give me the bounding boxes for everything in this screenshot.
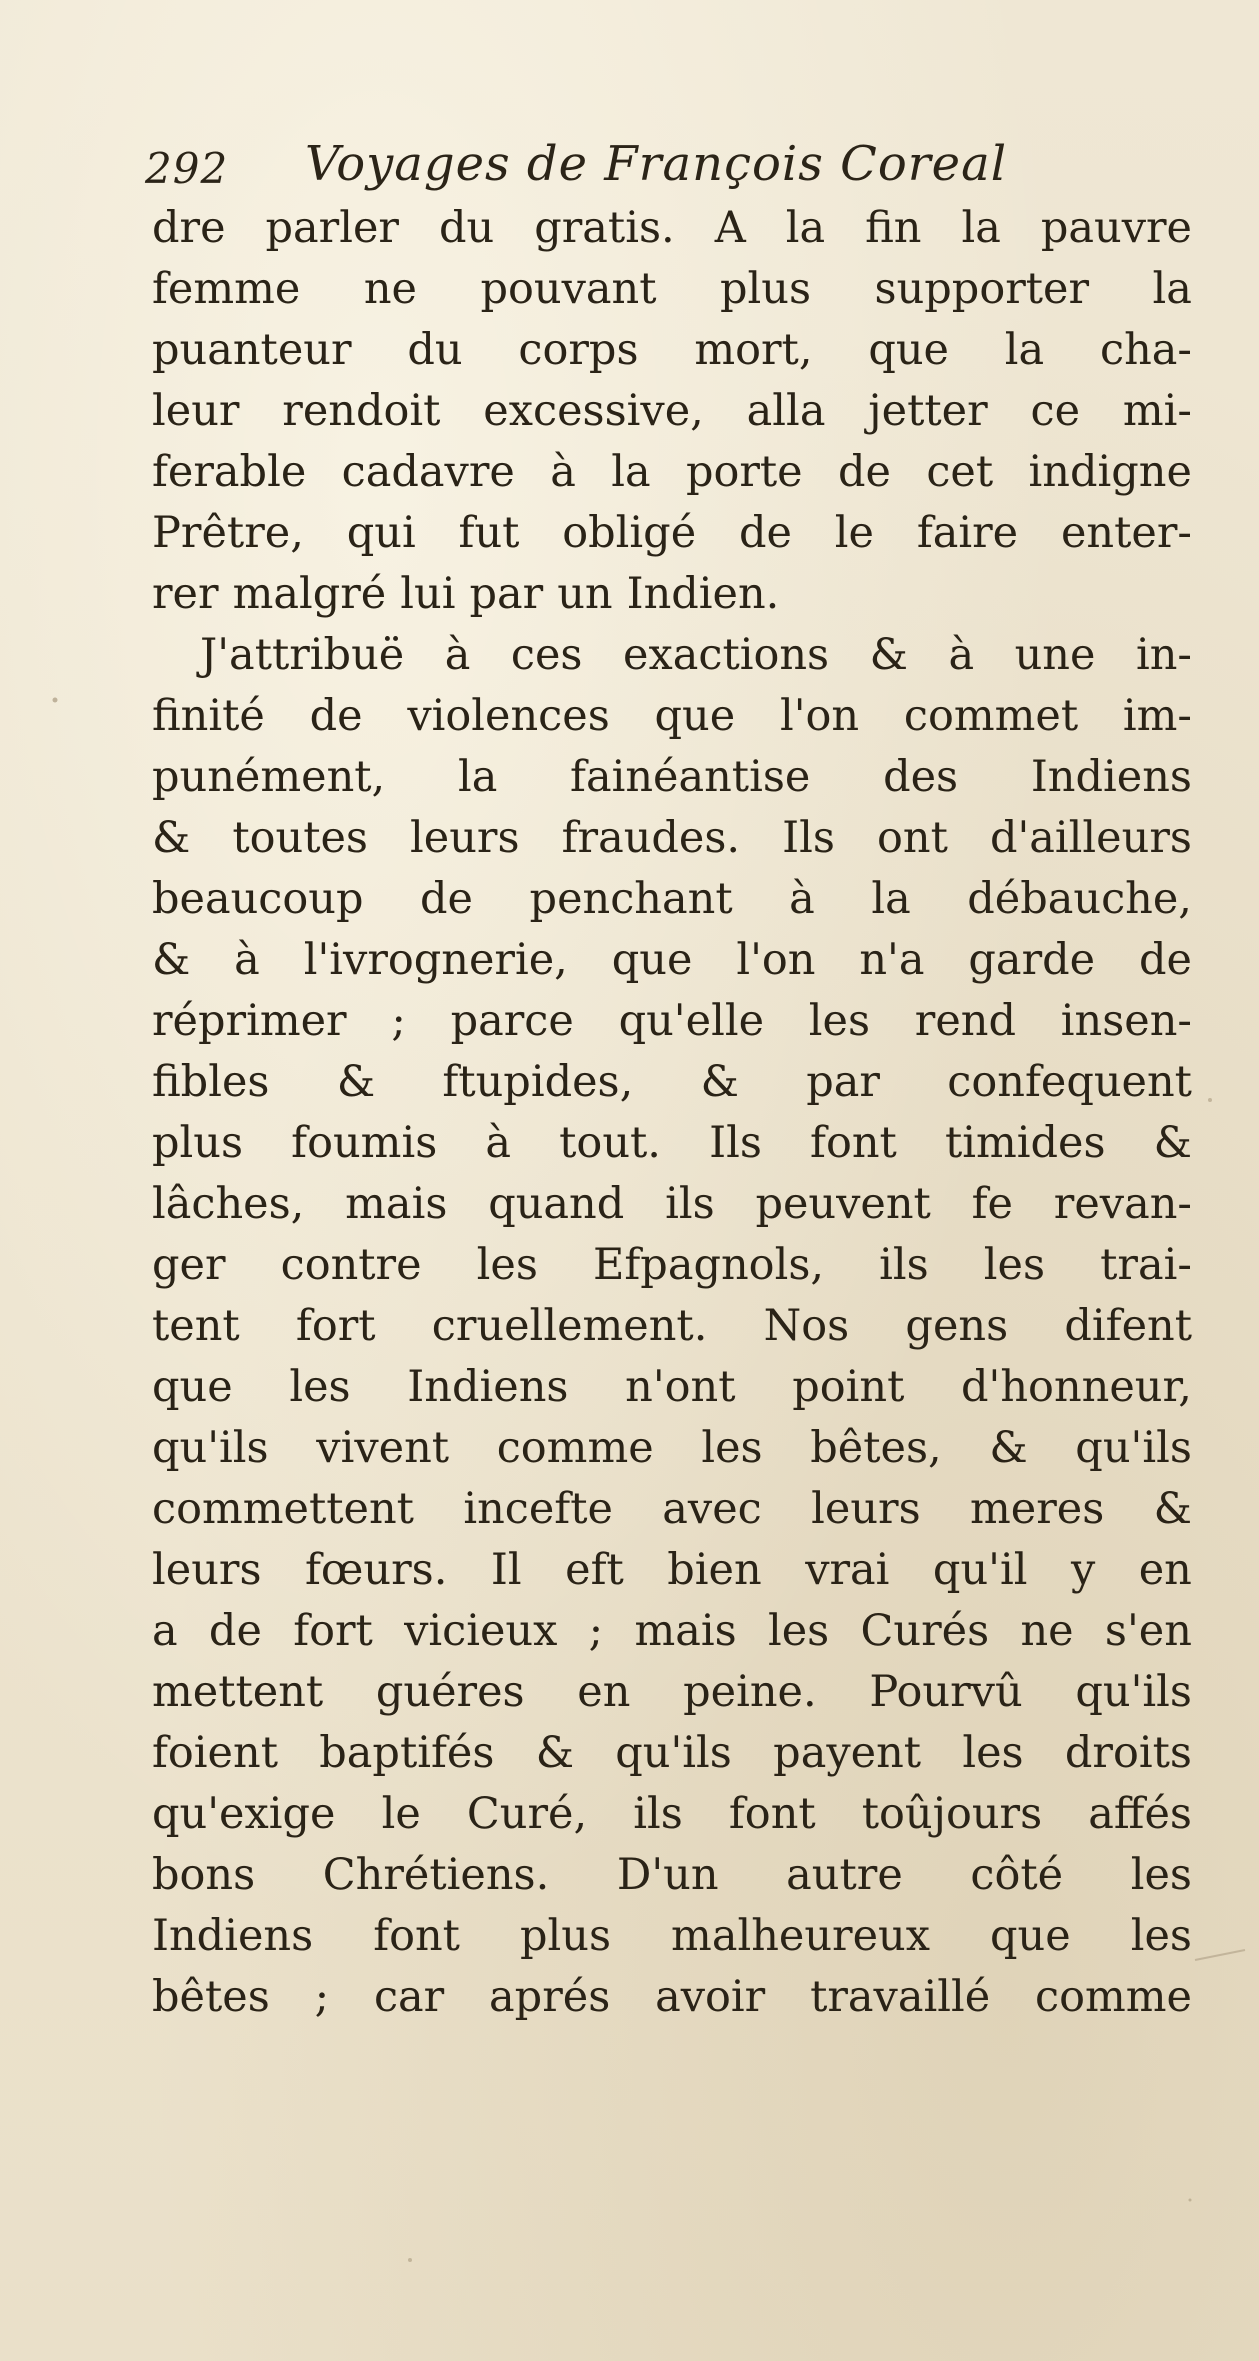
text-line: tent fort cruellement. Nos gens difent	[152, 1301, 1192, 1351]
text-line: qu'ils vivent comme les bêtes, & qu'ils	[152, 1423, 1192, 1473]
text-line: mettent guéres en peine. Pourvû qu'ils	[152, 1667, 1192, 1717]
text-line: Indiens font plus malheureux que les	[152, 1911, 1192, 1961]
text-line: & à l'ivrognerie, que l'on n'a garde de	[152, 935, 1192, 985]
text-line: J'attribuë à ces exactions & à une in-	[200, 630, 1192, 680]
text-line: & toutes leurs fraudes. Ils ont d'ailleurs	[152, 813, 1192, 863]
page-header	[145, 136, 1145, 196]
text-line: beaucoup de penchant à la débauche,	[152, 874, 1192, 924]
text-line: qu'exige le Curé, ils font toûjours affés	[152, 1789, 1192, 1839]
text-line: lâches, mais quand ils peuvent fe revan-	[152, 1179, 1192, 1229]
text-line: Prêtre, qui fut obligé de le faire enter-	[152, 508, 1192, 558]
body-text	[152, 198, 1192, 2028]
text-line: rer malgré lui par un Indien.	[152, 569, 780, 619]
text-line: bons Chrétiens. D'un autre côté les	[152, 1850, 1192, 1900]
text-line: dre parler du gratis. A la fin la pauvre	[152, 203, 1192, 253]
running-title: Voyages de François Coreal	[305, 136, 1008, 192]
text-line: commettent incefte avec leurs meres &	[152, 1484, 1192, 1534]
text-line: ger contre les Efpagnols, ils les trai-	[152, 1240, 1192, 1290]
text-line: ferable cadavre à la porte de cet indigne	[152, 447, 1192, 497]
text-line: réprimer ; parce qu'elle les rend insen-	[152, 996, 1192, 1046]
text-line: femme ne pouvant plus supporter la	[152, 264, 1192, 314]
text-line: puanteur du corps mort, que la cha-	[152, 325, 1192, 375]
text-line: leurs fœurs. Il eft bien vrai qu'il y en	[152, 1545, 1192, 1595]
text-line: leur rendoit excessive, alla jetter ce mi-	[152, 386, 1192, 436]
text-line: foient baptifés & qu'ils payent les droits	[152, 1728, 1192, 1778]
text-line: a de fort vicieux ; mais les Curés ne s'en	[152, 1606, 1192, 1656]
text-line: que les Indiens n'ont point d'honneur,	[152, 1362, 1192, 1412]
page-number: 292	[145, 144, 229, 193]
text-line: punément, la fainéantise des Indiens	[152, 752, 1192, 802]
text-line: bêtes ; car aprés avoir travaillé comme	[152, 1972, 1192, 2022]
text-line: finité de violences que l'on commet im-	[152, 691, 1192, 741]
text-line: plus foumis à tout. Ils font timides &	[152, 1118, 1192, 1168]
text-line: fibles & ftupides, & par confequent	[152, 1057, 1192, 1107]
